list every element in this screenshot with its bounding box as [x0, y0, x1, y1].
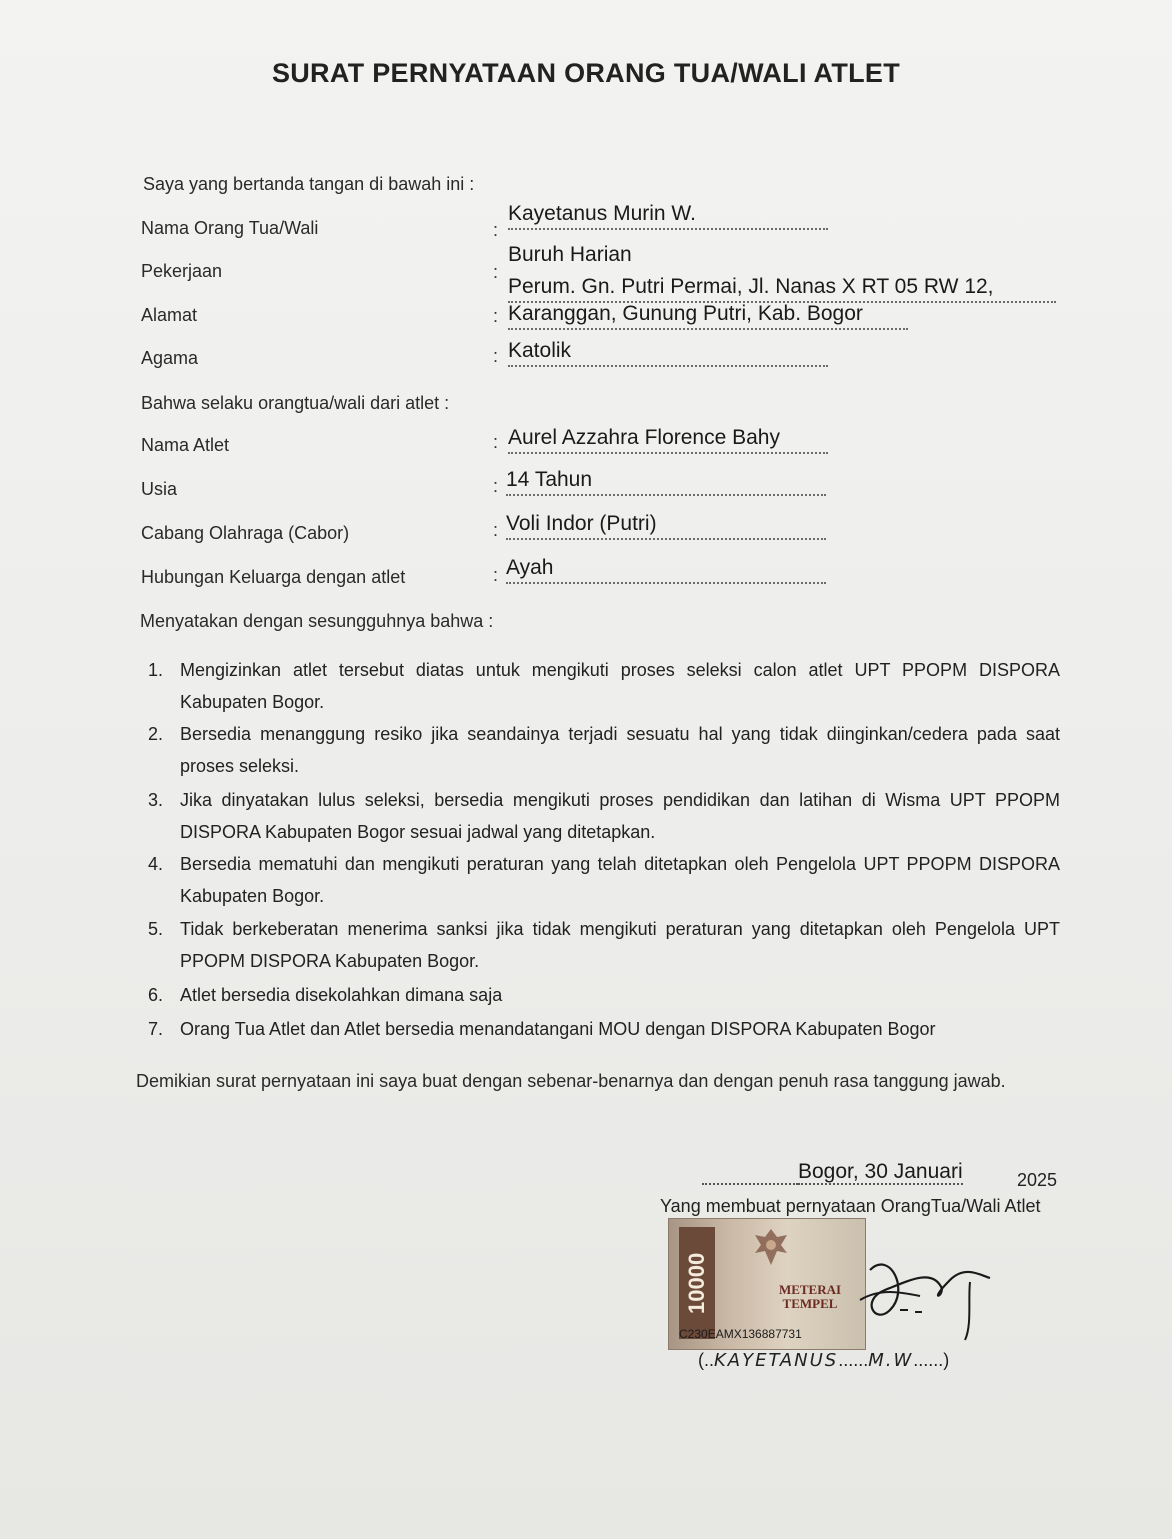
statement-number: 4. — [148, 854, 164, 874]
statement-text: Atlet bersedia disekolahkan dimana saja — [180, 985, 503, 1005]
statement-item — [140, 718, 1070, 782]
address-line-1: Perum. Gn. Putri Permai, Jl. Nanas X RT 05 RW 12, — [508, 275, 1056, 303]
address-label: Alamat — [141, 305, 198, 325]
colon: : — [493, 262, 499, 282]
place-date-text: Bogor, 30 Januari — [798, 1160, 963, 1183]
stamp-value: 10000 — [679, 1227, 715, 1339]
sport-value: Voli Indor (Putri) — [506, 512, 826, 540]
statement-item — [140, 848, 1070, 912]
statement-intro: Menyatakan dengan sesungguhnya bahwa : — [140, 611, 494, 631]
statement-number: 3. — [148, 790, 164, 810]
statement-item — [140, 1013, 1070, 1045]
statement-item — [140, 654, 1070, 718]
statement-text: Jika dinyatakan lulus seleksi, bersedia mengikuti proses pendidikan dan latihan di Wisma UPT PPOPM DISPORA Kabupaten Bogor sesuai jadwal yang ditetapkan. — [180, 790, 1060, 842]
date-year: 2025 — [1017, 1170, 1058, 1190]
colon: : — [493, 520, 499, 540]
colon: : — [493, 346, 499, 366]
stamp-label-line2: TEMPEL — [782, 1296, 838, 1311]
athlete-name-label: Nama Atlet — [141, 435, 230, 455]
garuda-emblem-icon — [751, 1225, 791, 1271]
stamp-label-line1: METERAI — [778, 1282, 842, 1297]
closing-text: Demikian surat pernyataan ini saya buat dengan sebenar-benarnya dan dengan penuh rasa tanggung jawab. — [136, 1071, 1006, 1091]
statement-number: 5. — [148, 919, 164, 939]
stamp-serial: C230EAMX136887731 — [679, 1327, 802, 1341]
parent-name-value: Kayetanus Murin W. — [508, 202, 828, 230]
intro-text: Saya yang bertanda tangan di bawah ini : — [143, 174, 475, 194]
athlete-intro: Bahwa selaku orangtua/wali dari atlet : — [141, 393, 450, 413]
age-label: Usia — [141, 479, 178, 499]
athlete-name-value: Aurel Azzahra Florence Bahy — [508, 426, 828, 454]
statement-item — [140, 784, 1070, 848]
dotted-leader — [702, 1165, 798, 1185]
statement-number: 6. — [148, 985, 164, 1005]
place-date — [702, 1160, 963, 1185]
statement-number: 1. — [148, 660, 164, 680]
age-value: 14 Tahun — [506, 468, 826, 496]
statement-text: Orang Tua Atlet dan Atlet bersedia menandatangani MOU dengan DISPORA Kabupaten Bogor — [180, 1019, 936, 1039]
parent-name-label: Nama Orang Tua/Wali — [141, 218, 319, 238]
signer-handwritten-name: KAYETANUS — [714, 1350, 839, 1371]
signer-close: ......) — [913, 1350, 950, 1370]
signer-middle: ...... — [838, 1350, 869, 1370]
colon: : — [493, 565, 499, 585]
signer-open: (.. — [698, 1350, 714, 1370]
job-value: Buruh Harian — [508, 243, 632, 266]
document-title: SURAT PERNYATAAN ORANG TUA/WALI ATLET — [271, 58, 901, 88]
colon: : — [493, 432, 499, 452]
address-line-2: Karanggan, Gunung Putri, Kab. Bogor — [508, 302, 908, 330]
religion-label: Agama — [141, 348, 199, 368]
relation-value: Ayah — [506, 556, 826, 584]
signer-initials: M.W — [868, 1350, 914, 1371]
signature-icon — [830, 1230, 1000, 1350]
statement-text: Mengizinkan atlet tersebut diatas untuk mengikuti proses seleksi calon atlet UPT PPOPM DISPORA Kabupaten Bogor. — [180, 660, 1060, 712]
colon: : — [493, 476, 499, 496]
maker-label: Yang membuat pernyataan OrangTua/Wali Atlet — [660, 1196, 1041, 1216]
relation-label: Hubungan Keluarga dengan atlet — [141, 567, 406, 587]
colon: : — [493, 220, 499, 240]
statement-number: 7. — [148, 1019, 164, 1039]
religion-value: Katolik — [508, 339, 828, 367]
statement-text: Bersedia menanggung resiko jika seandainya terjadi sesuatu hal yang tidak diinginkan/cedera pada saat proses seleksi. — [180, 724, 1060, 776]
statement-item — [140, 913, 1070, 977]
colon: : — [493, 306, 499, 326]
signer-name — [698, 1350, 949, 1371]
statement-number: 2. — [148, 724, 164, 744]
sport-label: Cabang Olahraga (Cabor) — [141, 523, 350, 543]
job-label: Pekerjaan — [141, 261, 223, 281]
statement-text: Tidak berkeberatan menerima sanksi jika tidak mengikuti peraturan yang ditetapkan oleh Pengelola UPT PPOPM DISPORA Kabupaten Bogor. — [180, 919, 1060, 971]
statement-item — [140, 979, 1070, 1011]
statement-text: Bersedia mematuhi dan mengikuti peraturan yang telah ditetapkan oleh Pengelola UPT PPOPM DISPORA Kabupaten Bogor. — [180, 854, 1060, 906]
